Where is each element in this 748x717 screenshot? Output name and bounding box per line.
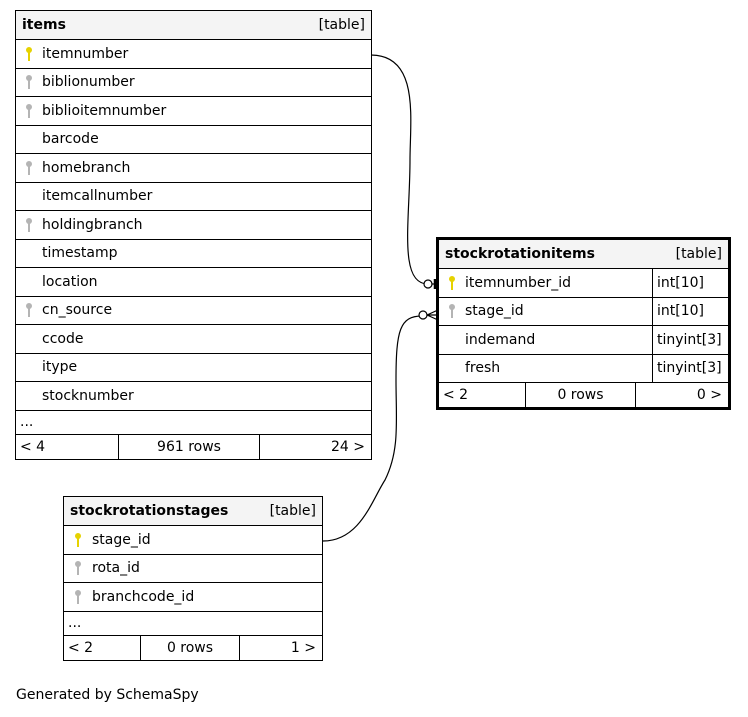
foreign-key-icon — [64, 560, 92, 576]
column-name: stage_id — [92, 531, 151, 548]
link-items-to-stockrotationitems — [371, 55, 428, 284]
column-name: itemcallnumber — [42, 188, 153, 205]
column-type: int[10] — [652, 269, 728, 297]
column-row[interactable] — [16, 183, 371, 212]
table-footer — [64, 636, 322, 660]
foreign-key-icon — [16, 160, 42, 176]
table-footer — [439, 383, 728, 407]
column-name: branchcode_id — [92, 588, 195, 605]
column-row[interactable] — [439, 269, 728, 298]
column-row[interactable] — [16, 40, 371, 69]
parents-count[interactable]: < 2 — [68, 639, 94, 656]
column-name: timestamp — [42, 245, 118, 262]
column-name: itemnumber — [42, 45, 129, 62]
column-name: biblioitemnumber — [42, 102, 167, 119]
column-name: itemnumber_id — [465, 274, 572, 291]
table-footer — [16, 435, 371, 459]
column-row[interactable] — [16, 154, 371, 183]
column-row[interactable] — [16, 69, 371, 98]
parents-count[interactable]: < 2 — [443, 387, 469, 403]
column-row[interactable] — [16, 354, 371, 383]
column-row[interactable] — [16, 240, 371, 269]
primary-key-icon — [64, 532, 92, 548]
optional-marker — [424, 280, 432, 288]
column-name: location — [42, 273, 98, 290]
primary-key-icon — [439, 275, 465, 291]
parents-count[interactable]: < 4 — [20, 438, 46, 455]
table-header — [16, 11, 371, 40]
column-row[interactable] — [16, 297, 371, 326]
column-row[interactable] — [64, 555, 322, 584]
column-row[interactable] — [16, 382, 371, 411]
column-name: ccode — [42, 330, 84, 347]
column-type: int[10] — [652, 298, 728, 326]
column-name: stage_id — [465, 303, 524, 320]
foreign-key-icon — [16, 103, 42, 119]
column-row[interactable] — [64, 583, 322, 612]
ellipsis: ... — [64, 612, 322, 636]
foreign-key-icon — [16, 217, 42, 233]
column-row[interactable] — [16, 325, 371, 354]
row-count: 961 rows — [118, 435, 260, 459]
table-kind: [table] — [675, 246, 722, 262]
column-row[interactable] — [64, 526, 322, 555]
foreign-key-icon — [16, 74, 42, 90]
table-header — [439, 240, 728, 269]
foreign-key-icon — [16, 302, 42, 318]
optional-marker — [419, 311, 427, 319]
column-name: barcode — [42, 131, 99, 148]
table-kind: [table] — [269, 503, 316, 519]
children-count[interactable]: 0 > — [696, 387, 722, 403]
column-row[interactable] — [16, 126, 371, 155]
children-count[interactable]: 1 > — [290, 639, 316, 656]
ellipsis: ... — [16, 411, 371, 435]
column-name: holdingbranch — [42, 216, 143, 233]
column-row[interactable] — [439, 326, 728, 355]
foreign-key-icon — [64, 589, 92, 605]
table-name: stockrotationstages — [70, 503, 229, 519]
column-row[interactable] — [16, 97, 371, 126]
column-type: tinyint[3] — [652, 326, 728, 354]
row-count: 0 rows — [140, 636, 240, 660]
column-name: fresh — [465, 360, 501, 377]
generated-by-label: Generated by SchemaSpy — [16, 687, 199, 703]
column-row[interactable] — [16, 211, 371, 240]
table-items[interactable] — [15, 10, 372, 460]
row-count: 0 rows — [525, 383, 636, 407]
table-name: stockrotationitems — [445, 246, 595, 262]
column-name: indemand — [465, 331, 536, 348]
column-name: stocknumber — [42, 387, 134, 404]
column-name: itype — [42, 359, 78, 376]
column-type: tinyint[3] — [652, 355, 728, 383]
table-header — [64, 497, 322, 526]
foreign-key-icon — [439, 303, 465, 319]
primary-key-icon — [16, 46, 42, 62]
table-stockrotationstages[interactable] — [63, 496, 323, 661]
table-name: items — [22, 17, 66, 33]
table-kind: [table] — [318, 17, 365, 33]
column-row[interactable] — [439, 355, 728, 384]
column-name: biblionumber — [42, 74, 135, 91]
children-count[interactable]: 24 > — [331, 438, 365, 455]
column-name: cn_source — [42, 302, 113, 319]
column-row[interactable] — [16, 268, 371, 297]
column-name: homebranch — [42, 159, 131, 176]
table-stockrotationitems[interactable] — [436, 237, 731, 410]
column-row[interactable] — [439, 298, 728, 327]
column-name: rota_id — [92, 560, 140, 577]
